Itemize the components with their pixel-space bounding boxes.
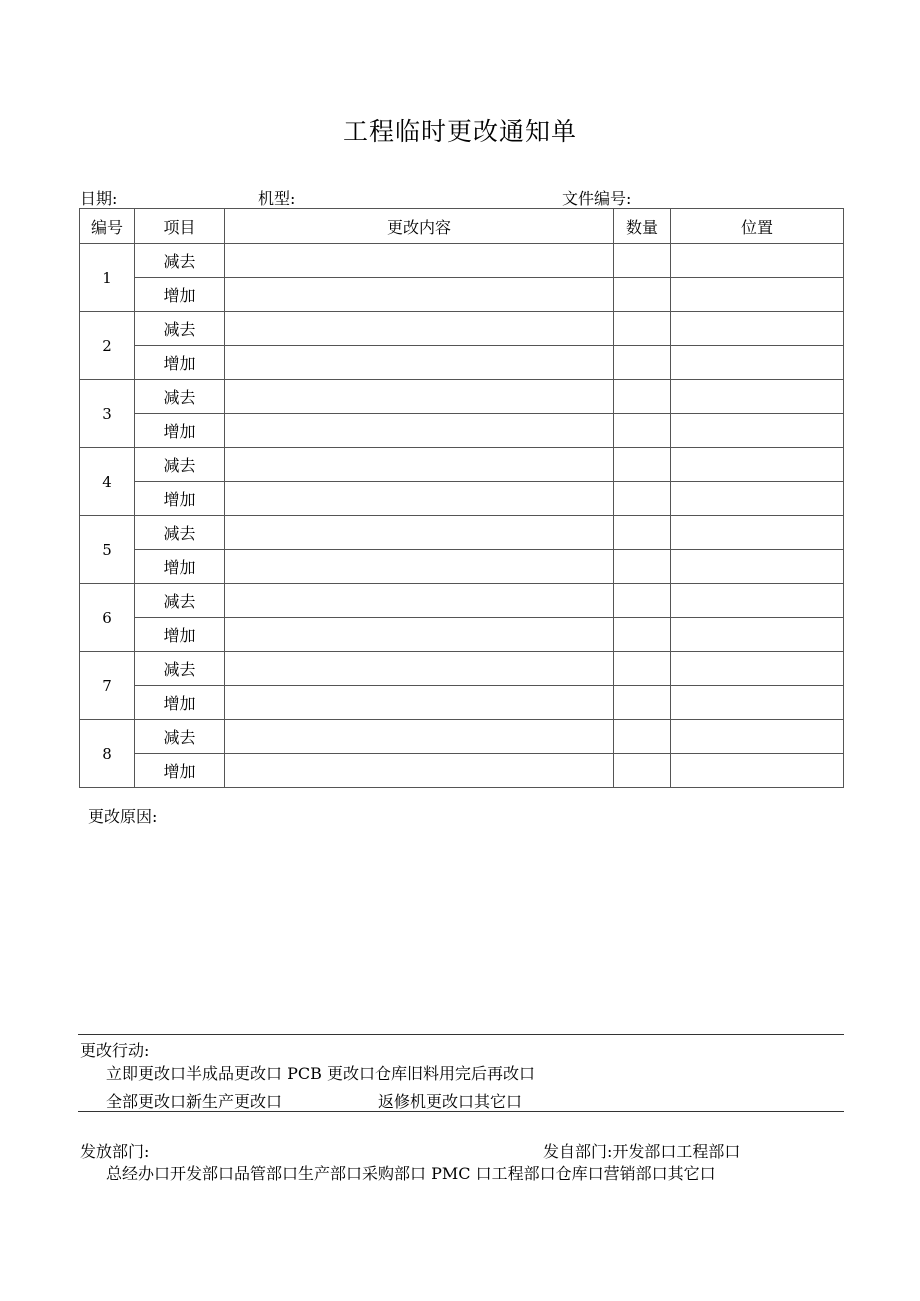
content-cell[interactable] [225,448,614,482]
row-item-label: 增加 [135,346,225,380]
row-item-label: 增加 [135,278,225,312]
table-row [80,312,844,346]
content-cell[interactable] [225,312,614,346]
content-cell[interactable] [225,278,614,312]
content-cell[interactable] [225,618,614,652]
row-item-label: 减去 [135,244,225,278]
row-item-label: 减去 [135,380,225,414]
quantity-cell[interactable] [614,312,671,346]
row-item-label: 减去 [135,516,225,550]
row-item-label: 增加 [135,550,225,584]
row-number: 1 [80,244,135,312]
position-cell[interactable] [671,414,844,448]
quantity-cell[interactable] [614,414,671,448]
position-cell[interactable] [671,516,844,550]
change-action-options-2b: 返修机更改口其它口 [378,1092,523,1111]
position-cell[interactable] [671,652,844,686]
position-cell[interactable] [671,380,844,414]
change-action-options-1: 立即更改口半成品更改口 PCB 更改口仓库旧料用完后再改口 [106,1064,535,1083]
row-item-label: 增加 [135,754,225,788]
table-row [80,652,844,686]
table-row [80,448,844,482]
content-cell[interactable] [225,346,614,380]
quantity-cell[interactable] [614,754,671,788]
table-row [80,618,844,652]
position-cell[interactable] [671,686,844,720]
table-header-row [80,209,844,244]
row-number: 5 [80,516,135,584]
doc-number-label: 文件编号: [562,189,632,208]
position-cell[interactable] [671,720,844,754]
content-cell[interactable] [225,584,614,618]
content-cell[interactable] [225,380,614,414]
quantity-cell[interactable] [614,720,671,754]
distribution-dept-options: 总经办口开发部口品管部口生产部口采购部口 PMC 口工程部口仓库口营销部口其它口 [106,1164,716,1183]
change-table [79,208,844,788]
content-cell[interactable] [225,686,614,720]
change-reason-label: 更改原因: [88,807,158,826]
quantity-cell[interactable] [614,516,671,550]
model-label: 机型: [258,189,296,208]
table-row [80,278,844,312]
quantity-cell[interactable] [614,482,671,516]
quantity-cell[interactable] [614,448,671,482]
date-label: 日期: [80,189,118,208]
position-cell[interactable] [671,754,844,788]
table-row [80,550,844,584]
quantity-cell[interactable] [614,244,671,278]
row-number: 6 [80,584,135,652]
col-header-quantity: 数量 [614,209,671,244]
quantity-cell[interactable] [614,346,671,380]
table-row [80,584,844,618]
from-dept-options: 发自部门:开发部口工程部口 [543,1142,741,1161]
row-item-label: 减去 [135,584,225,618]
table-row [80,482,844,516]
content-cell[interactable] [225,414,614,448]
content-cell[interactable] [225,754,614,788]
divider-bottom [78,1111,844,1112]
position-cell[interactable] [671,550,844,584]
quantity-cell[interactable] [614,550,671,584]
table-row [80,346,844,380]
col-header-item: 项目 [135,209,225,244]
row-item-label: 增加 [135,482,225,516]
table-row [80,686,844,720]
table-row [80,720,844,754]
row-item-label: 减去 [135,448,225,482]
quantity-cell[interactable] [614,380,671,414]
table-row [80,516,844,550]
quantity-cell[interactable] [614,618,671,652]
content-cell[interactable] [225,720,614,754]
row-number: 3 [80,380,135,448]
row-number: 7 [80,652,135,720]
content-cell[interactable] [225,550,614,584]
change-action-label: 更改行动: [80,1041,150,1060]
row-item-label: 增加 [135,414,225,448]
divider-top [78,1034,844,1035]
table-row [80,244,844,278]
row-item-label: 减去 [135,720,225,754]
col-header-number: 编号 [80,209,135,244]
table-row [80,754,844,788]
row-item-label: 增加 [135,618,225,652]
row-number: 2 [80,312,135,380]
position-cell[interactable] [671,618,844,652]
content-cell[interactable] [225,482,614,516]
position-cell[interactable] [671,482,844,516]
col-header-content: 更改内容 [225,209,614,244]
row-item-label: 增加 [135,686,225,720]
row-item-label: 减去 [135,312,225,346]
content-cell[interactable] [225,652,614,686]
position-cell[interactable] [671,278,844,312]
col-header-position: 位置 [671,209,844,244]
row-item-label: 减去 [135,652,225,686]
change-action-options-2a: 全部更改口新生产更改口 [106,1092,283,1111]
content-cell[interactable] [225,244,614,278]
position-cell[interactable] [671,312,844,346]
quantity-cell[interactable] [614,584,671,618]
quantity-cell[interactable] [614,652,671,686]
position-cell[interactable] [671,244,844,278]
position-cell[interactable] [671,448,844,482]
position-cell[interactable] [671,584,844,618]
content-cell[interactable] [225,516,614,550]
page-title: 工程临时更改通知单 [342,117,577,146]
table-row [80,380,844,414]
row-number: 8 [80,720,135,788]
quantity-cell[interactable] [614,278,671,312]
position-cell[interactable] [671,346,844,380]
table-row [80,414,844,448]
quantity-cell[interactable] [614,686,671,720]
issue-dept-label: 发放部门: [80,1142,150,1161]
row-number: 4 [80,448,135,516]
